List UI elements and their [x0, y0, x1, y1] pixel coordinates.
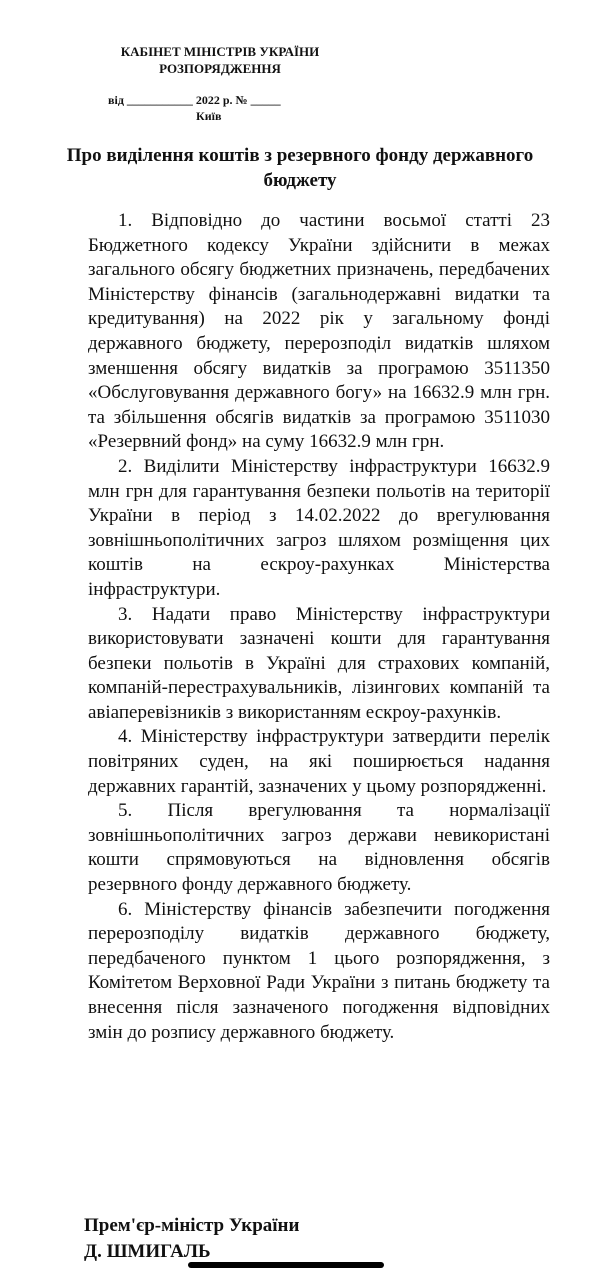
city-name: Київ: [196, 109, 222, 123]
signature-name: Д. ШМИГАЛЬ: [84, 1241, 211, 1262]
document-body: [88, 209, 550, 1045]
home-indicator-bar[interactable]: [188, 1262, 384, 1268]
paragraph-3: 3. Надати право Міністерству інфраструктури використовувати зазначені кошти для гарантування безпеки польотів в Україні для страхових компаній, компаній-перестрахувальників, лізингових компаній та авіаперевізників з використанням ескроу-рахунків.: [88, 603, 550, 723]
paragraph-2: 2. Виділити Міністерству інфраструктури 16632.9 млн грн для гарантування безпеки польотів на території України в період з 14.02.2022 до врегулювання зовнішньополітичних загроз шляхом розміщення цих коштів на ескроу-рахунках Міністерства інфраструктури.: [88, 455, 550, 600]
paragraph-5: 5. Після врегулювання та нормалізації зовнішньополітичних загроз держави невикористані кошти спрямовуються на відновлення обсягів резервного фонду державного бюджету.: [88, 800, 550, 896]
paragraph-4: 4. Міністерству інфраструктури затвердити перелік повітряних суден, на які поширюється надання державних гарантій, зазначених у цьому розпорядженні.: [88, 726, 550, 797]
signature-position: Прем'єр-міністр України: [84, 1215, 300, 1236]
document-header: [108, 43, 332, 77]
organization-name: КАБІНЕТ МІНІСТРІВ УКРАЇНИ: [120, 44, 320, 59]
document-title: Про виділення коштів з резервного фонду державного бюджету: [66, 145, 534, 191]
document-type: РОЗПОРЯДЖЕННЯ: [159, 61, 281, 76]
signature-block: [84, 1213, 299, 1265]
paragraph-1: 1. Відповідно до частини восьмої статті 23 Бюджетного кодексу України здійснити в межах загального обсягу бюджетних призначень, передбачених Міністерству фінансів (загальнодержавні видатки та кредитування) на 2022 рік у загальному фонді державного бюджету, перерозподіл видатків шляхом зменшення обсягу видатків за програмою 3511350 «Обслуговування державного богу» на 16632.9 млн грн. та збільшення обсягів видатків за програмою 3511030 «Резервний фонд» на суму 16632.9 млн грн.: [88, 210, 550, 453]
date-number-line: від ___________ 2022 р. № _____: [108, 93, 281, 107]
paragraph-6: 6. Міністерству фінансів забезпечити погодження перерозподілу видатків державного бюджету, передбаченого пунктом 1 цього розпорядження, з Комітетом Верховної Ради України з питань бюджету та внесення після зазначеного погодження відповідних змін до розпису державного бюджету.: [88, 898, 550, 1043]
